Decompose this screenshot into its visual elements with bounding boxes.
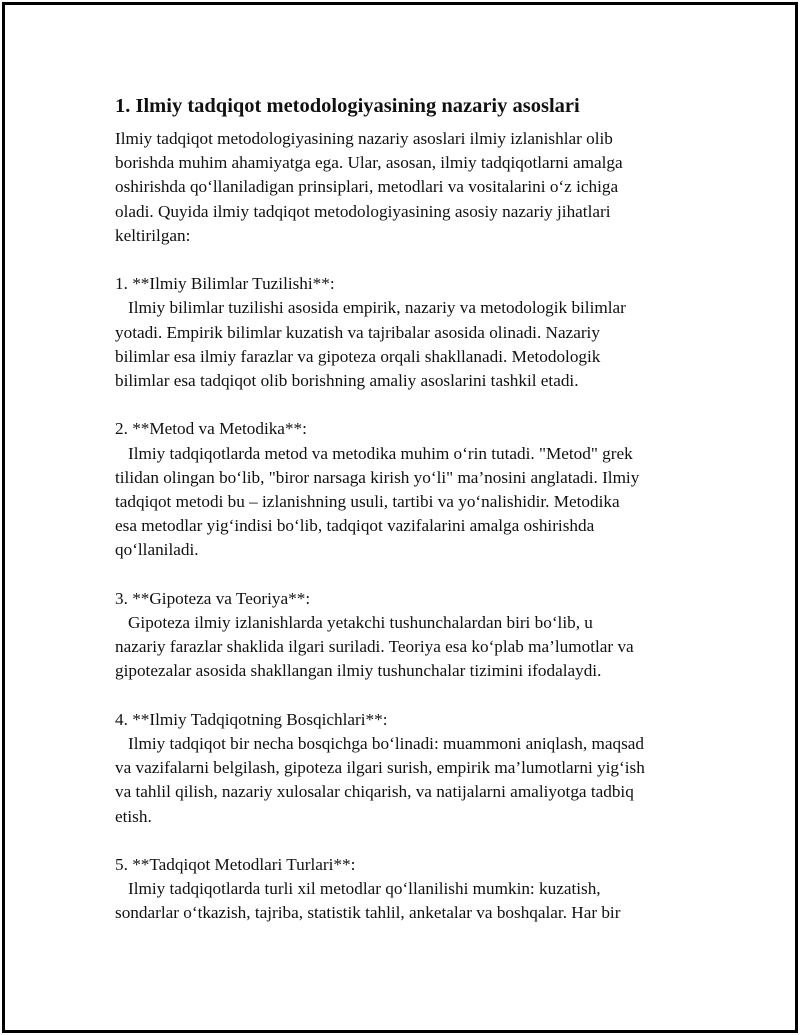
- section-title: 3. **Gipoteza va Teoriya**:: [115, 588, 311, 608]
- document-content: [115, 93, 690, 926]
- section-title: 1. **Ilmiy Bilimlar Tuzilishi**:: [115, 274, 335, 294]
- section-5: [115, 853, 690, 926]
- section-body: Ilmiy tadqiqotlarda metod va metodika muhim o‘rin tutadi. "Metod" grek tilidan olingan bo‘lib, "biror narsaga kirish yo‘li" ma’nosini anglatadi. Ilmiy tadqiqot metodi bu – izlanishning usuli, tartibi va yo‘nalishidir. Metodika esa metodlar yig‘indisi bo‘lib, tadqiqot vazifalarini amalga oshirishda qo‘llaniladi.: [115, 443, 640, 560]
- section-title: 4. **Ilmiy Tadqiqotning Bosqichlari**:: [115, 709, 388, 729]
- section-title: 5. **Tadqiqot Metodlari Turlari**:: [115, 855, 356, 875]
- page-title: 1. Ilmiy tadqiqot metodologiyasining nazariy asoslari: [115, 95, 580, 117]
- section-body: Gipoteza ilmiy izlanishlarda yetakchi tushunchalardan biri bo‘lib, u nazariy farazlar shaklida ilgari suriladi. Teoriya esa ko‘plab ma’lumotlar va gipotezalar asosida shakllangan ilmiy tushunchalar tizimini ifodalaydi.: [115, 613, 634, 681]
- intro-paragraph: Ilmiy tadqiqot metodologiyasining nazariy asoslari ilmiy izlanishlar olib borishda muhim ahamiyatga ega. Ular, asosan, ilmiy tadqiqotlarni amalga oshirishda qo‘llaniladigan prinsiplari, metodlari va vositalarini o‘z ichiga oladi. Quyida ilmiy tadqiqot metodologiyasining asosiy nazariy jihatlari keltirilgan:: [115, 129, 623, 245]
- section-body: Ilmiy tadqiqotlarda turli xil metodlar qo‘llanilishi mumkin: kuzatish, sondarlar o‘tkazish, tajriba, statistik tahlil, anketalar va boshqalar. Har bir: [115, 879, 621, 923]
- section-1: [115, 272, 690, 393]
- section-4: [115, 708, 690, 829]
- section-body: Ilmiy tadqiqot bir necha bosqichga bo‘linadi: muammoni aniqlash, maqsad va vazifalarni belgilash, gipoteza ilgari surish, empirik ma’lumotlarni yig‘ish va tahlil qilish, nazariy xulosalar chiqarish, va natijalarni amaliyotga tadbiq etish.: [115, 734, 645, 826]
- section-3: [115, 587, 690, 684]
- section-body: Ilmiy bilimlar tuzilishi asosida empirik, nazariy va metodologik bilimlar yotadi. Empirik bilimlar kuzatish va tajribalar asosida olinadi. Nazariy bilimlar esa ilmiy farazlar va gipoteza orqali shakllanadi. Metodologik bilimlar esa tadqiqot olib borishning amaliy asoslarini tashkil etadi.: [115, 298, 626, 391]
- section-2: [115, 417, 690, 562]
- section-title: 2. **Metod va Metodika**:: [115, 419, 307, 439]
